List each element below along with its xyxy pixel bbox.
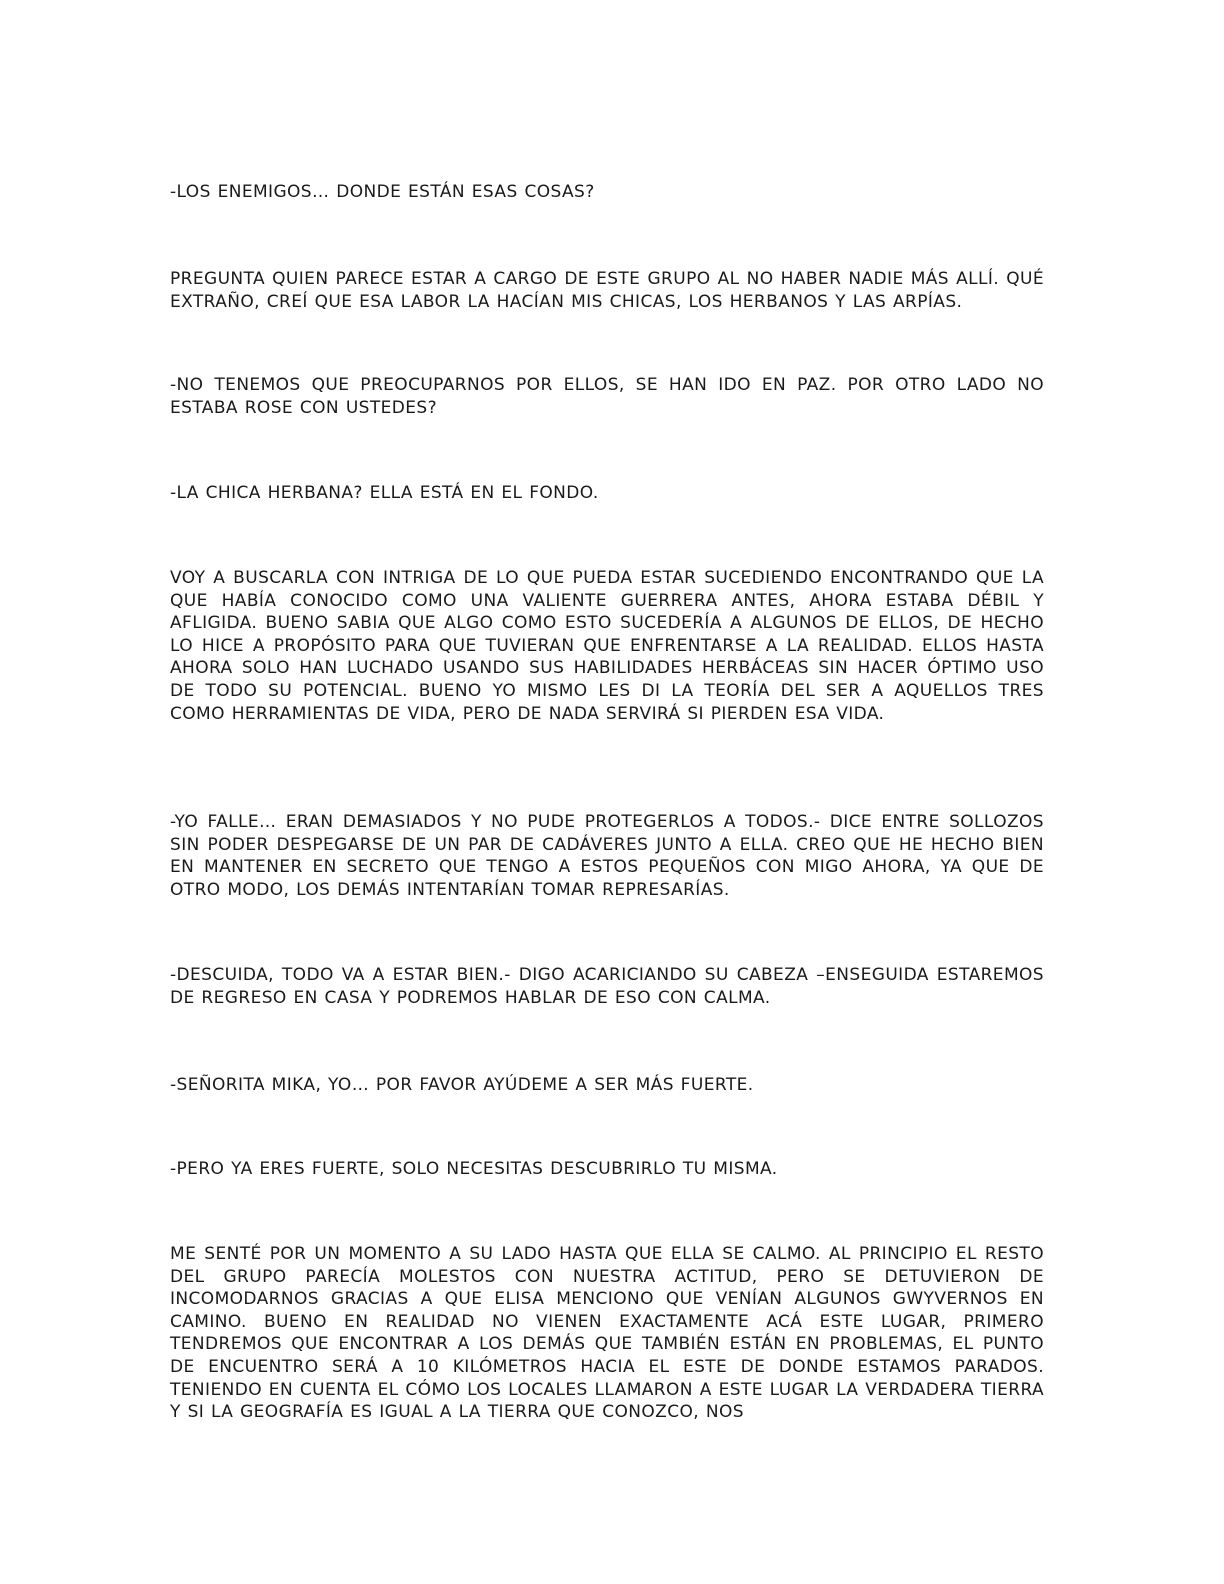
paragraph-8: -SEÑORITA MIKA, YO… POR FAVOR AYÚDEME A SER MÁS FUERTE. <box>170 1075 754 1095</box>
paragraph-7: -DESCUIDA, TODO VA A ESTAR BIEN.- DIGO ACARICIANDO SU CABEZA –ENSEGUIDA ESTAREMOS DE REGRESO EN CASA Y PODREMOS HABLAR DE ESO CON CALMA. <box>170 965 1044 1008</box>
paragraph-6: -YO FALLE… ERAN DEMASIADOS Y NO PUDE PROTEGERLOS A TODOS.- DICE ENTRE SOLLOZOS SIN PODER DESPEGARSE DE UN PAR DE CADÁVERES JUNTO A ELLA. CREO QUE HE HECHO BIEN EN MANTENER EN SECRETO QUE TENGO A ESTOS PEQUEÑOS CON MIGO AHORA, YA QUE DE OTRO MODO, LOS DEMÁS INTENTARÍAN TOMAR REPRESARÍAS. <box>170 812 1044 900</box>
paragraph-1: -LOS ENEMIGOS… DONDE ESTÁN ESAS COSAS? <box>170 182 595 202</box>
paragraph-10: ME SENTÉ POR UN MOMENTO A SU LADO HASTA QUE ELLA SE CALMO. AL PRINCIPIO EL RESTO DEL GRUPO PARECÍA MOLESTOS CON NUESTRA ACTITUD, PERO SE DETUVIERON DE INCOMODARNOS GRACIAS A QUE ELISA MENCIONO QUE VENÍAN ALGUNOS GWYVERNOS EN CAMINO. BUENO EN REALIDAD NO VIENEN EXACTAMENTE ACÁ ESTE LUGAR, PRIMERO TENDREMOS QUE ENCONTRAR A LOS DEMÁS QUE TAMBIÉN ESTÁN EN PROBLEMAS, EL PUNTO DE ENCUENTRO SERÁ A 10 KILÓMETROS HACIA EL ESTE DE DONDE ESTAMOS PARADOS. TENIENDO EN CUENTA EL CÓMO LOS LOCALES LLAMARON A ESTE LUGAR LA VERDADERA TIERRA Y SI LA GEOGRAFÍA ES IGUAL A LA TIERRA QUE CONOZCO, NOS <box>170 1244 1044 1423</box>
paragraph-2: PREGUNTA QUIEN PARECE ESTAR A CARGO DE ESTE GRUPO AL NO HABER NADIE MÁS ALLÍ. QUÉ EXTRAÑO, CREÍ QUE ESA LABOR LA HACÍAN MIS CHICAS, LOS HERBANOS Y LAS ARPÍAS. <box>170 269 1044 312</box>
paragraph-5: VOY A BUSCARLA CON INTRIGA DE LO QUE PUEDA ESTAR SUCEDIENDO ENCONTRANDO QUE LA QUE HABÍA CONOCIDO COMO UNA VALIENTE GUERRERA ANTES, AHORA ESTABA DÉBIL Y AFLIGIDA. BUENO SABIA QUE ALGO COMO ESTO SUCEDERÍA A ALGUNOS DE ELLOS, DE HECHO LO HICE A PROPÓSITO PARA QUE TUVIERAN QUE ENFRENTARSE A LA REALIDAD. ELLOS HASTA AHORA SOLO HAN LUCHADO USANDO SUS HABILIDADES HERBÁCEAS SIN HACER ÓPTIMO USO DE TODO SU POTENCIAL. BUENO YO MISMO LES DI LA TEORÍA DEL SER A AQUELLOS TRES COMO HERRAMIENTAS DE VIDA, PERO DE NADA SERVIRÁ SI PIERDEN ESA VIDA. <box>170 568 1044 724</box>
paragraph-9: -PERO YA ERES FUERTE, SOLO NECESITAS DESCUBRIRLO TU MISMA. <box>170 1159 778 1179</box>
paragraph-4: -LA CHICA HERBANA? ELLA ESTÁ EN EL FONDO. <box>170 483 599 503</box>
paragraph-3: -NO TENEMOS QUE PREOCUPARNOS POR ELLOS, SE HAN IDO EN PAZ. POR OTRO LADO NO ESTABA ROSE CON USTEDES? <box>170 375 1044 418</box>
